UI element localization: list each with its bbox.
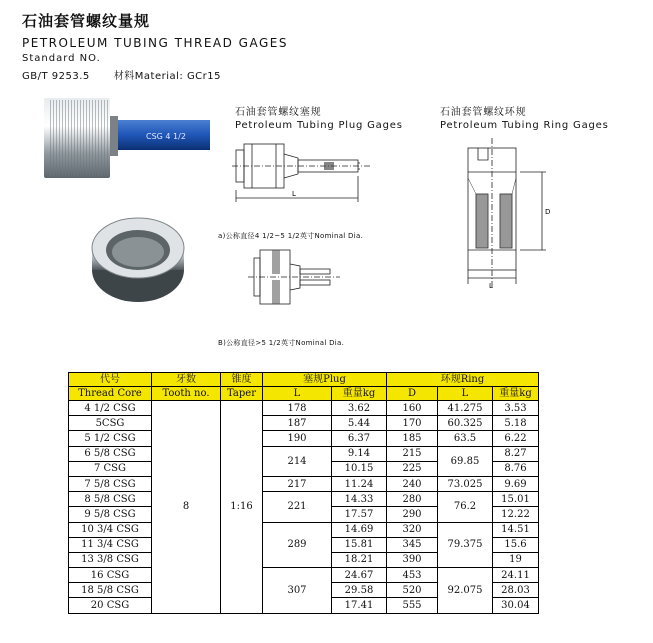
head-taper-cn: 锥度 — [221, 373, 263, 387]
thread-core-cell: 6 5/8 CSG — [69, 446, 152, 461]
plug-caption — [235, 106, 403, 132]
plug-L-cell: 187 — [263, 416, 332, 431]
plug-L-cell: 221 — [263, 492, 332, 522]
ring-weight-cell: 30.04 — [493, 598, 539, 613]
table-row — [69, 446, 539, 461]
head-plug-weight: 重量kg — [332, 387, 387, 401]
ring-D-cell: 225 — [387, 461, 438, 476]
ring-D-cell: 240 — [387, 476, 438, 491]
plug-title-cn: 石油套管螺纹塞规 — [235, 107, 322, 118]
plug-weight-cell: 10.15 — [332, 461, 387, 476]
thread-core-cell: 5 1/2 CSG — [69, 431, 152, 446]
plug-weight-cell: 14.69 — [332, 522, 387, 537]
plug-weight-cell: 11.24 — [332, 476, 387, 491]
plug-engraving: CSG 4 1/2 — [146, 132, 186, 141]
plug-weight-cell: 17.57 — [332, 507, 387, 522]
ring-weight-cell: 15.6 — [493, 537, 539, 552]
plug-L-cell: 178 — [263, 401, 332, 416]
ring-D-cell: 170 — [387, 416, 438, 431]
ring-weight-cell: 9.69 — [493, 476, 539, 491]
page-title-en: PETROLEUM TUBING THREAD GAGES — [22, 36, 288, 50]
table-row — [69, 401, 539, 416]
ring-L-cell: 76.2 — [438, 492, 493, 522]
note-b: B)公称直径>5 1/2英寸Nominal Dia. — [218, 339, 345, 347]
plug-gage-drawing-b — [248, 240, 348, 314]
ring-L-cell: 79.375 — [438, 522, 493, 568]
plug-weight-cell: 14.33 — [332, 492, 387, 507]
plug-L-cell: 217 — [263, 476, 332, 491]
ring-weight-cell: 24.11 — [493, 568, 539, 583]
standard-number: GB/T 9253.5 — [22, 71, 90, 82]
table-row — [69, 476, 539, 491]
standard-label: Standard NO. — [22, 53, 101, 64]
plug-title-en: Petroleum Tubing Plug Gages — [235, 120, 403, 131]
plug-L-cell: 289 — [263, 522, 332, 568]
head-tooth-no: Tooth no. — [152, 387, 221, 401]
table-row — [69, 416, 539, 431]
plug-weight-cell: 18.21 — [332, 552, 387, 567]
ring-weight-cell: 6.22 — [493, 431, 539, 446]
note-a: a)公称直径4 1/2~5 1/2英寸Nominal Dia. — [218, 232, 364, 240]
ring-D-cell: 555 — [387, 598, 438, 613]
thread-core-cell: 4 1/2 CSG — [69, 401, 152, 416]
ring-D-cell: 345 — [387, 537, 438, 552]
head-code-cn: 代号 — [69, 373, 152, 387]
ring-D-cell: 520 — [387, 583, 438, 598]
ring-weight-cell: 5.18 — [493, 416, 539, 431]
ring-weight-cell: 3.53 — [493, 401, 539, 416]
plug-L-cell: 190 — [263, 431, 332, 446]
plug-weight-cell: 17.41 — [332, 598, 387, 613]
table-row — [69, 492, 539, 507]
ring-D-cell: 185 — [387, 431, 438, 446]
ring-weight-cell: 14.51 — [493, 522, 539, 537]
ring-L-cell: 73.025 — [438, 476, 493, 491]
ring-title-cn: 石油套管螺纹环规 — [440, 107, 527, 118]
ring-D-cell: 215 — [387, 446, 438, 461]
ring-weight-cell: 8.27 — [493, 446, 539, 461]
plug-weight-cell: 29.58 — [332, 583, 387, 598]
ring-weight-cell: 8.76 — [493, 461, 539, 476]
ring-L-cell: 41.275 — [438, 401, 493, 416]
head-thread-core: Thread Core — [69, 387, 152, 401]
ring-D-cell: 290 — [387, 507, 438, 522]
plug-gage-photo — [40, 92, 215, 182]
thread-core-cell: 20 CSG — [69, 598, 152, 613]
table-header-row-2 — [69, 387, 539, 401]
ring-title-en: Petroleum Tubing Ring Gages — [440, 120, 609, 131]
ring-gage-drawing — [458, 138, 568, 296]
ring-D-cell: 320 — [387, 522, 438, 537]
thread-core-cell: 9 5/8 CSG — [69, 507, 152, 522]
plug-weight-cell: 24.67 — [332, 568, 387, 583]
head-plug-L: L — [263, 387, 332, 401]
plug-L-cell: 307 — [263, 568, 332, 614]
ring-D-cell: 280 — [387, 492, 438, 507]
table-body — [69, 401, 539, 614]
ring-weight-cell: 28.03 — [493, 583, 539, 598]
ring-weight-cell: 15.01 — [493, 492, 539, 507]
ring-L-cell: 60.325 — [438, 416, 493, 431]
material-label: 材料Material: GCr15 — [113, 71, 222, 82]
head-plug: 塞规Plug — [263, 373, 387, 387]
ring-gage-photo — [88, 210, 188, 305]
tooth-no-cell: 8 — [152, 401, 221, 614]
plug-weight-cell: 6.37 — [332, 431, 387, 446]
plug-weight-cell: 9.14 — [332, 446, 387, 461]
head-tooth-cn: 牙数 — [152, 373, 221, 387]
table-header-row-1 — [69, 373, 539, 387]
ring-weight-cell: 19 — [493, 552, 539, 567]
ring-L-cell: 92.075 — [438, 568, 493, 614]
plug-dim-L: L — [292, 190, 296, 198]
ring-L-cell: 69.85 — [438, 446, 493, 476]
thread-core-cell: 16 CSG — [69, 568, 152, 583]
head-ring: 环规Ring — [387, 373, 539, 387]
plug-L-cell: 214 — [263, 446, 332, 476]
ring-dim-L: L — [489, 282, 493, 290]
thread-core-cell: 13 3/8 CSG — [69, 552, 152, 567]
page-title-cn: 石油套管螺纹量规 — [22, 12, 151, 30]
thread-core-cell: 8 5/8 CSG — [69, 492, 152, 507]
ring-weight-cell: 12.22 — [493, 507, 539, 522]
ring-D-cell: 453 — [387, 568, 438, 583]
ring-dim-D: D — [545, 208, 551, 216]
head-taper: Taper — [221, 387, 263, 401]
ring-L-cell: 63.5 — [438, 431, 493, 446]
thread-core-cell: 11 3/4 CSG — [69, 537, 152, 552]
plug-gage-drawing — [232, 138, 392, 208]
plug-weight-cell: 3.62 — [332, 401, 387, 416]
head-ring-D: D — [387, 387, 438, 401]
thread-core-cell: 7 CSG — [69, 461, 152, 476]
ring-D-cell: 390 — [387, 552, 438, 567]
head-ring-weight: 重量kg — [493, 387, 539, 401]
table-row — [69, 431, 539, 446]
plug-weight-cell: 15.81 — [332, 537, 387, 552]
taper-cell: 1:16 — [221, 401, 263, 614]
plug-weight-cell: 5.44 — [332, 416, 387, 431]
spec-table — [68, 372, 539, 614]
ring-D-cell: 160 — [387, 401, 438, 416]
table-row — [69, 522, 539, 537]
ring-caption — [440, 106, 609, 132]
thread-core-cell: 5CSG — [69, 416, 152, 431]
thread-core-cell: 18 5/8 CSG — [69, 583, 152, 598]
thread-core-cell: 10 3/4 CSG — [69, 522, 152, 537]
table-row — [69, 568, 539, 583]
standard-line — [22, 67, 221, 82]
thread-core-cell: 7 5/8 CSG — [69, 476, 152, 491]
head-ring-L: L — [438, 387, 493, 401]
